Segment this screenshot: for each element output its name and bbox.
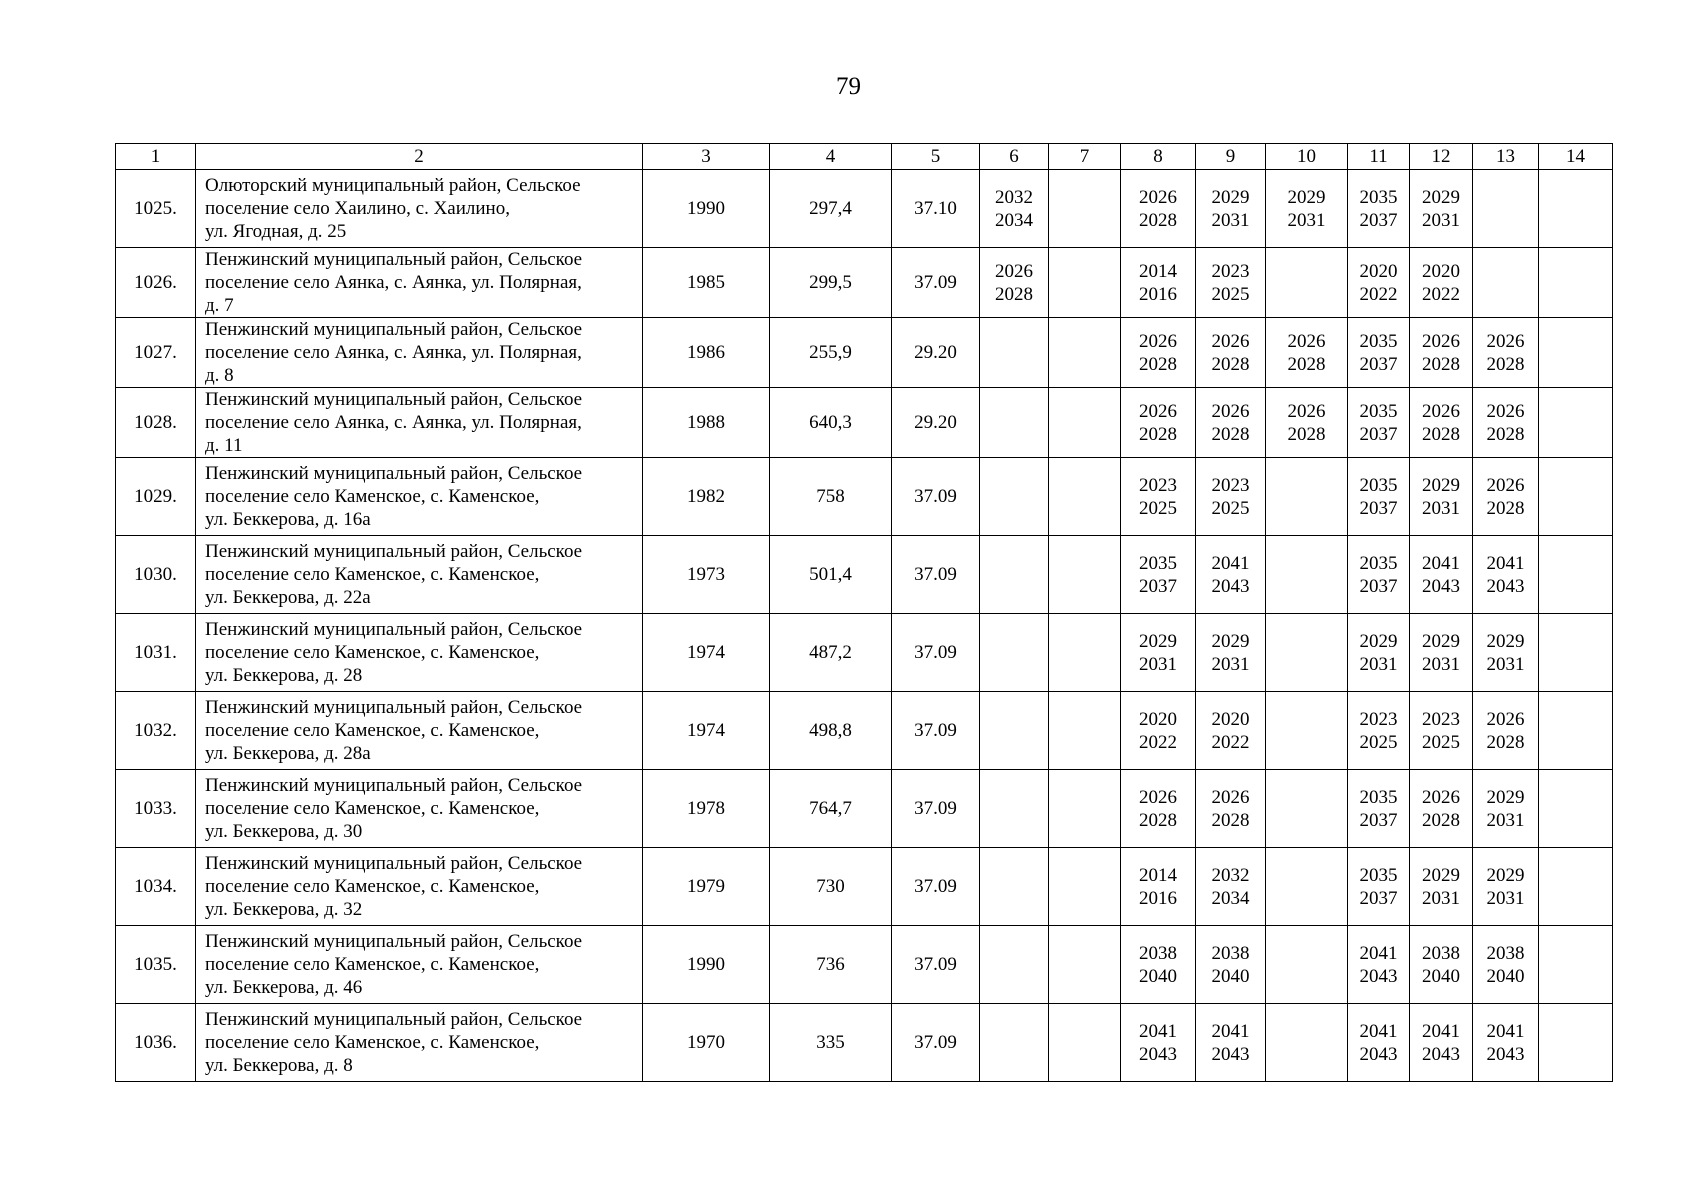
col-8-cell: 2038 2040: [1121, 926, 1196, 1004]
area-cell: 255,9: [770, 318, 892, 388]
col-13-cell: 2041 2043: [1473, 1004, 1539, 1082]
column-header: 5: [892, 144, 980, 170]
col-13-cell: [1473, 170, 1539, 248]
col-8-cell: 2029 2031: [1121, 614, 1196, 692]
col-6-cell: [980, 614, 1049, 692]
year-cell: 1985: [643, 248, 770, 318]
col-13-cell: 2029 2031: [1473, 614, 1539, 692]
col-9-cell: 2032 2034: [1196, 848, 1266, 926]
address-cell: Пенжинский муниципальный район, Сельское поселение село Каменское, с. Каменское, ул. Беккерова, д. 32: [196, 848, 643, 926]
column-header: 2: [196, 144, 643, 170]
column-header: 11: [1348, 144, 1410, 170]
col-13-cell: 2029 2031: [1473, 848, 1539, 926]
col-9-cell: 2026 2028: [1196, 770, 1266, 848]
col-6-cell: [980, 926, 1049, 1004]
col-12-cell: 2026 2028: [1410, 318, 1473, 388]
code-cell: 37.09: [892, 536, 980, 614]
year-cell: 1973: [643, 536, 770, 614]
address-cell: Пенжинский муниципальный район, Сельское поселение село Каменское, с. Каменское, ул. Беккерова, д. 16а: [196, 458, 643, 536]
year-cell: 1970: [643, 1004, 770, 1082]
col-11-cell: 2035 2037: [1348, 458, 1410, 536]
col-13-cell: [1473, 248, 1539, 318]
col-6-cell: [980, 318, 1049, 388]
code-cell: 37.10: [892, 170, 980, 248]
col-10-cell: [1266, 536, 1348, 614]
col-10-cell: [1266, 848, 1348, 926]
col-11-cell: 2035 2037: [1348, 388, 1410, 458]
year-cell: 1979: [643, 848, 770, 926]
table-row: [116, 614, 1613, 692]
table-row: [116, 248, 1613, 318]
col-7-cell: [1049, 536, 1121, 614]
col-9-cell: 2029 2031: [1196, 170, 1266, 248]
col-6-cell: [980, 388, 1049, 458]
col-12-cell: 2026 2028: [1410, 388, 1473, 458]
col-14-cell: [1539, 458, 1613, 536]
column-header: 14: [1539, 144, 1613, 170]
col-11-cell: 2041 2043: [1348, 1004, 1410, 1082]
area-cell: 487,2: [770, 614, 892, 692]
code-cell: 37.09: [892, 614, 980, 692]
col-12-cell: 2029 2031: [1410, 848, 1473, 926]
address-cell: Пенжинский муниципальный район, Сельское поселение село Каменское, с. Каменское, ул. Беккерова, д. 30: [196, 770, 643, 848]
col-7-cell: [1049, 318, 1121, 388]
col-10-cell: [1266, 248, 1348, 318]
address-cell: Пенжинский муниципальный район, Сельское поселение село Каменское, с. Каменское, ул. Беккерова, д. 46: [196, 926, 643, 1004]
col-6-cell: [980, 770, 1049, 848]
col-13-cell: 2026 2028: [1473, 692, 1539, 770]
address-cell: Олюторский муниципальный район, Сельское поселение село Хаилино, с. Хаилино, ул. Ягодная, д. 25: [196, 170, 643, 248]
area-cell: 758: [770, 458, 892, 536]
code-cell: 37.09: [892, 458, 980, 536]
col-8-cell: 2020 2022: [1121, 692, 1196, 770]
column-header: 13: [1473, 144, 1539, 170]
col-13-cell: 2029 2031: [1473, 770, 1539, 848]
column-header: 8: [1121, 144, 1196, 170]
col-9-cell: 2020 2022: [1196, 692, 1266, 770]
col-7-cell: [1049, 458, 1121, 536]
code-cell: 37.09: [892, 770, 980, 848]
code-cell: 37.09: [892, 692, 980, 770]
row-number: 1027.: [116, 318, 196, 388]
col-10-cell: [1266, 1004, 1348, 1082]
col-6-cell: 2026 2028: [980, 248, 1049, 318]
row-number: 1029.: [116, 458, 196, 536]
col-11-cell: 2035 2037: [1348, 318, 1410, 388]
row-number: 1035.: [116, 926, 196, 1004]
table-row: [116, 770, 1613, 848]
col-13-cell: 2026 2028: [1473, 388, 1539, 458]
address-cell: Пенжинский муниципальный район, Сельское поселение село Каменское, с. Каменское, ул. Беккерова, д. 8: [196, 1004, 643, 1082]
area-cell: 736: [770, 926, 892, 1004]
col-9-cell: 2023 2025: [1196, 458, 1266, 536]
col-6-cell: [980, 1004, 1049, 1082]
table-row: [116, 848, 1613, 926]
col-11-cell: 2035 2037: [1348, 770, 1410, 848]
col-12-cell: 2026 2028: [1410, 770, 1473, 848]
col-8-cell: 2026 2028: [1121, 770, 1196, 848]
col-8-cell: 2041 2043: [1121, 1004, 1196, 1082]
year-cell: 1978: [643, 770, 770, 848]
col-14-cell: [1539, 170, 1613, 248]
year-cell: 1988: [643, 388, 770, 458]
col-11-cell: 2023 2025: [1348, 692, 1410, 770]
col-9-cell: 2038 2040: [1196, 926, 1266, 1004]
column-header: 12: [1410, 144, 1473, 170]
col-12-cell: 2041 2043: [1410, 536, 1473, 614]
col-14-cell: [1539, 1004, 1613, 1082]
row-number: 1034.: [116, 848, 196, 926]
housing-table: [115, 143, 1613, 1082]
col-6-cell: [980, 692, 1049, 770]
year-cell: 1990: [643, 170, 770, 248]
col-12-cell: 2041 2043: [1410, 1004, 1473, 1082]
table-row: [116, 692, 1613, 770]
col-8-cell: 2014 2016: [1121, 848, 1196, 926]
year-cell: 1974: [643, 692, 770, 770]
col-13-cell: 2026 2028: [1473, 318, 1539, 388]
col-11-cell: 2035 2037: [1348, 848, 1410, 926]
col-8-cell: 2014 2016: [1121, 248, 1196, 318]
page-number: 79: [836, 73, 861, 100]
column-header: 3: [643, 144, 770, 170]
col-6-cell: [980, 458, 1049, 536]
code-cell: 37.09: [892, 1004, 980, 1082]
row-number: 1032.: [116, 692, 196, 770]
col-12-cell: 2020 2022: [1410, 248, 1473, 318]
col-7-cell: [1049, 248, 1121, 318]
column-header: 4: [770, 144, 892, 170]
col-7-cell: [1049, 388, 1121, 458]
col-13-cell: 2026 2028: [1473, 458, 1539, 536]
row-number: 1031.: [116, 614, 196, 692]
address-cell: Пенжинский муниципальный район, Сельское поселение село Каменское, с. Каменское, ул. Беккерова, д. 22а: [196, 536, 643, 614]
col-10-cell: 2029 2031: [1266, 170, 1348, 248]
column-header: 1: [116, 144, 196, 170]
column-header: 10: [1266, 144, 1348, 170]
col-7-cell: [1049, 770, 1121, 848]
col-11-cell: 2035 2037: [1348, 170, 1410, 248]
row-number: 1033.: [116, 770, 196, 848]
col-7-cell: [1049, 692, 1121, 770]
address-cell: Пенжинский муниципальный район, Сельское поселение село Каменское, с. Каменское, ул. Беккерова, д. 28: [196, 614, 643, 692]
code-cell: 29.20: [892, 318, 980, 388]
col-14-cell: [1539, 926, 1613, 1004]
year-cell: 1990: [643, 926, 770, 1004]
table-row: [116, 458, 1613, 536]
col-12-cell: 2023 2025: [1410, 692, 1473, 770]
col-10-cell: [1266, 770, 1348, 848]
col-14-cell: [1539, 614, 1613, 692]
table-row: [116, 1004, 1613, 1082]
table-body: [116, 170, 1613, 1082]
col-10-cell: [1266, 692, 1348, 770]
code-cell: 29.20: [892, 388, 980, 458]
code-cell: 37.09: [892, 248, 980, 318]
col-7-cell: [1049, 926, 1121, 1004]
col-11-cell: 2035 2037: [1348, 536, 1410, 614]
row-number: 1025.: [116, 170, 196, 248]
col-10-cell: 2026 2028: [1266, 388, 1348, 458]
col-7-cell: [1049, 170, 1121, 248]
table-row: [116, 926, 1613, 1004]
col-8-cell: 2026 2028: [1121, 170, 1196, 248]
col-7-cell: [1049, 1004, 1121, 1082]
row-number: 1026.: [116, 248, 196, 318]
col-14-cell: [1539, 536, 1613, 614]
col-7-cell: [1049, 614, 1121, 692]
row-number: 1030.: [116, 536, 196, 614]
table-row: [116, 388, 1613, 458]
area-cell: 764,7: [770, 770, 892, 848]
address-cell: Пенжинский муниципальный район, Сельское поселение село Каменское, с. Каменское, ул. Беккерова, д. 28а: [196, 692, 643, 770]
col-11-cell: 2029 2031: [1348, 614, 1410, 692]
col-8-cell: 2023 2025: [1121, 458, 1196, 536]
col-10-cell: 2026 2028: [1266, 318, 1348, 388]
col-6-cell: [980, 536, 1049, 614]
col-14-cell: [1539, 848, 1613, 926]
col-11-cell: 2020 2022: [1348, 248, 1410, 318]
area-cell: 501,4: [770, 536, 892, 614]
table-row: [116, 536, 1613, 614]
column-header: 6: [980, 144, 1049, 170]
col-10-cell: [1266, 926, 1348, 1004]
col-6-cell: [980, 848, 1049, 926]
column-number-row: [116, 144, 1613, 170]
col-9-cell: 2023 2025: [1196, 248, 1266, 318]
col-9-cell: 2041 2043: [1196, 536, 1266, 614]
col-12-cell: 2038 2040: [1410, 926, 1473, 1004]
year-cell: 1974: [643, 614, 770, 692]
col-8-cell: 2026 2028: [1121, 318, 1196, 388]
col-12-cell: 2029 2031: [1410, 170, 1473, 248]
col-10-cell: [1266, 458, 1348, 536]
year-cell: 1982: [643, 458, 770, 536]
col-7-cell: [1049, 848, 1121, 926]
col-9-cell: 2026 2028: [1196, 388, 1266, 458]
col-9-cell: 2026 2028: [1196, 318, 1266, 388]
col-14-cell: [1539, 770, 1613, 848]
col-9-cell: 2041 2043: [1196, 1004, 1266, 1082]
col-14-cell: [1539, 318, 1613, 388]
col-13-cell: 2041 2043: [1473, 536, 1539, 614]
area-cell: 730: [770, 848, 892, 926]
area-cell: 498,8: [770, 692, 892, 770]
area-cell: 640,3: [770, 388, 892, 458]
area-cell: 297,4: [770, 170, 892, 248]
col-8-cell: 2026 2028: [1121, 388, 1196, 458]
year-cell: 1986: [643, 318, 770, 388]
column-header: 7: [1049, 144, 1121, 170]
area-cell: 335: [770, 1004, 892, 1082]
col-14-cell: [1539, 692, 1613, 770]
col-6-cell: 2032 2034: [980, 170, 1049, 248]
table-header: [116, 144, 1613, 170]
column-header: 9: [1196, 144, 1266, 170]
table-row: [116, 170, 1613, 248]
row-number: 1028.: [116, 388, 196, 458]
table-row: [116, 318, 1613, 388]
address-cell: Пенжинский муниципальный район, Сельское поселение село Аянка, с. Аянка, ул. Полярная, д. 11: [196, 388, 643, 458]
address-cell: Пенжинский муниципальный район, Сельское поселение село Аянка, с. Аянка, ул. Полярная, д. 8: [196, 318, 643, 388]
area-cell: 299,5: [770, 248, 892, 318]
col-11-cell: 2041 2043: [1348, 926, 1410, 1004]
row-number: 1036.: [116, 1004, 196, 1082]
code-cell: 37.09: [892, 848, 980, 926]
code-cell: 37.09: [892, 926, 980, 1004]
col-12-cell: 2029 2031: [1410, 458, 1473, 536]
col-8-cell: 2035 2037: [1121, 536, 1196, 614]
address-cell: Пенжинский муниципальный район, Сельское поселение село Аянка, с. Аянка, ул. Полярная, д. 7: [196, 248, 643, 318]
col-13-cell: 2038 2040: [1473, 926, 1539, 1004]
col-14-cell: [1539, 248, 1613, 318]
col-9-cell: 2029 2031: [1196, 614, 1266, 692]
col-12-cell: 2029 2031: [1410, 614, 1473, 692]
col-14-cell: [1539, 388, 1613, 458]
col-10-cell: [1266, 614, 1348, 692]
